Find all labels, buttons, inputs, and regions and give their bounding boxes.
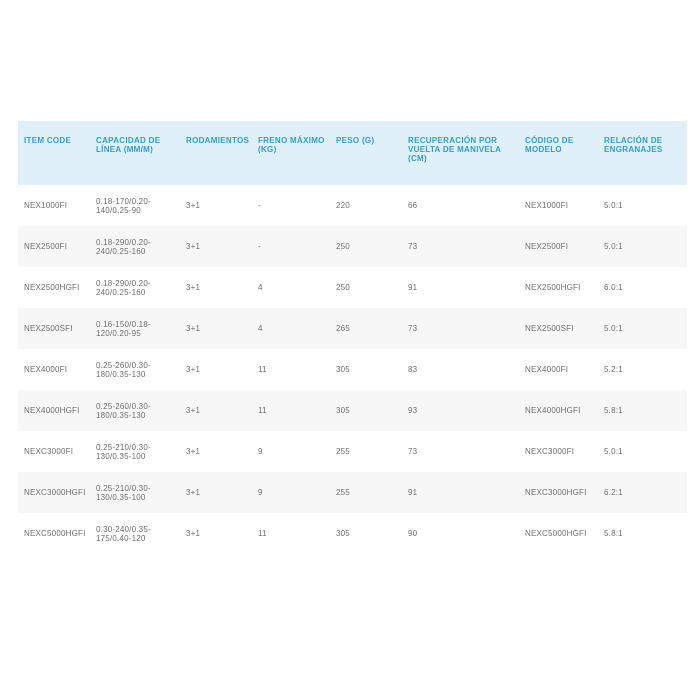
gear-ratio-cell: 5.2:1 xyxy=(604,365,623,374)
header-gear-ratio: RELACIÓN DE ENGRANAJES xyxy=(604,136,663,154)
retrieve-cell: 73 xyxy=(408,242,418,251)
header-line-capacity: CAPACIDAD DE LÍNEA (MM/M) xyxy=(96,136,161,154)
weight-cell: 305 xyxy=(336,406,350,415)
line-capacity-cell: 0.25-210/0.30-130/0.35-100 xyxy=(96,483,151,502)
retrieve-cell: 83 xyxy=(408,365,418,374)
table-row xyxy=(18,267,687,308)
table-body xyxy=(18,185,687,554)
table-header-row xyxy=(18,121,687,185)
item-code-cell: NEX2500SFI xyxy=(24,324,73,333)
max-drag-cell: 9 xyxy=(258,447,263,456)
header-item-code: ITEM CODE xyxy=(24,136,72,145)
gear-ratio-cell: 6.2:1 xyxy=(604,488,623,497)
item-code-cell: NEXC3000HGFI xyxy=(24,488,86,497)
max-drag-cell: 11 xyxy=(258,365,267,374)
bearings-cell: 3+1 xyxy=(186,242,201,251)
model-code-cell: NEX4000HGFI xyxy=(525,406,581,415)
max-drag-cell: - xyxy=(258,242,261,251)
bearings-cell: 3+1 xyxy=(186,283,201,292)
model-code-cell: NEXC3000HGFI xyxy=(525,488,587,497)
model-code-cell: NEX4000FI xyxy=(525,365,569,374)
gear-ratio-cell: 5.0:1 xyxy=(604,324,623,333)
model-code-cell: NEX2500FI xyxy=(525,242,569,251)
weight-cell: 265 xyxy=(336,324,350,333)
item-code-cell: NEX4000HGFI xyxy=(24,406,80,415)
bearings-cell: 3+1 xyxy=(186,447,201,456)
table-row xyxy=(18,390,687,431)
spec-table xyxy=(18,121,687,554)
item-code-cell: NEX4000FI xyxy=(24,365,68,374)
item-code-cell: NEXC3000FI xyxy=(24,447,74,456)
retrieve-cell: 73 xyxy=(408,324,418,333)
line-capacity-cell: 0.30-240/0.35-175/0.40-120 xyxy=(96,524,151,543)
table-row xyxy=(18,185,687,226)
max-drag-cell: - xyxy=(258,201,261,210)
table-row xyxy=(18,431,687,472)
gear-ratio-cell: 5.8:1 xyxy=(604,406,623,415)
item-code-cell: NEX1000FI xyxy=(24,201,68,210)
gear-ratio-cell: 6.0:1 xyxy=(604,283,623,292)
item-code-cell: NEXC5000HGFI xyxy=(24,529,86,538)
gear-ratio-cell: 5.8:1 xyxy=(604,529,623,538)
max-drag-cell: 4 xyxy=(258,324,263,333)
max-drag-cell: 4 xyxy=(258,283,263,292)
table-row xyxy=(18,308,687,349)
line-capacity-cell: 0.25-260/0.30-180/0.35-130 xyxy=(96,360,151,379)
max-drag-cell: 9 xyxy=(258,488,263,497)
model-code-cell: NEX2500HGFI xyxy=(525,283,581,292)
header-retrieve: RECUPERACIÓN POR VUELTA DE MANIVELA (CM) xyxy=(408,136,501,163)
retrieve-cell: 91 xyxy=(408,488,418,497)
line-capacity-cell: 0.18-290/0.20-240/0.25-160 xyxy=(96,237,151,256)
line-capacity-cell: 0.18-290/0.20-240/0.25-160 xyxy=(96,278,151,297)
line-capacity-cell: 0.18-170/0.20-140/0.25-90 xyxy=(96,196,151,215)
weight-cell: 255 xyxy=(336,447,350,456)
weight-cell: 250 xyxy=(336,242,350,251)
table-row xyxy=(18,472,687,513)
header-bearings: RODAMIENTOS xyxy=(186,136,250,145)
weight-cell: 220 xyxy=(336,201,350,210)
header-max-drag: FRENO MÁXIMO (KG) xyxy=(258,136,325,154)
retrieve-cell: 93 xyxy=(408,406,418,415)
model-code-cell: NEXC5000HGFI xyxy=(525,529,587,538)
retrieve-cell: 73 xyxy=(408,447,418,456)
item-code-cell: NEX2500FI xyxy=(24,242,68,251)
gear-ratio-cell: 5.0:1 xyxy=(604,201,623,210)
retrieve-cell: 91 xyxy=(408,283,418,292)
spec-table-container xyxy=(18,121,687,554)
max-drag-cell: 11 xyxy=(258,406,267,415)
model-code-cell: NEX2500SFI xyxy=(525,324,574,333)
bearings-cell: 3+1 xyxy=(186,365,201,374)
bearings-cell: 3+1 xyxy=(186,488,201,497)
gear-ratio-cell: 5.0:1 xyxy=(604,447,623,456)
line-capacity-cell: 0.25-260/0.30-180/0.35-130 xyxy=(96,401,151,420)
model-code-cell: NEX1000FI xyxy=(525,201,569,210)
retrieve-cell: 66 xyxy=(408,201,418,210)
item-code-cell: NEX2500HGFI xyxy=(24,283,80,292)
weight-cell: 255 xyxy=(336,488,350,497)
line-capacity-cell: 0.16-150/0.18-120/0.20-95 xyxy=(96,319,151,338)
gear-ratio-cell: 5.0:1 xyxy=(604,242,623,251)
line-capacity-cell: 0.25-210/0.30-130/0.35-100 xyxy=(96,442,151,461)
retrieve-cell: 90 xyxy=(408,529,418,538)
bearings-cell: 3+1 xyxy=(186,201,201,210)
table-row xyxy=(18,349,687,390)
table-row xyxy=(18,226,687,267)
bearings-cell: 3+1 xyxy=(186,324,201,333)
header-weight: PESO (G) xyxy=(336,136,375,145)
max-drag-cell: 11 xyxy=(258,529,267,538)
bearings-cell: 3+1 xyxy=(186,406,201,415)
weight-cell: 305 xyxy=(336,529,350,538)
header-model-code: CÓDIGO DE MODELO xyxy=(525,136,574,154)
table-row xyxy=(18,513,687,554)
weight-cell: 250 xyxy=(336,283,350,292)
model-code-cell: NEXC3000FI xyxy=(525,447,575,456)
weight-cell: 305 xyxy=(336,365,350,374)
bearings-cell: 3+1 xyxy=(186,529,201,538)
